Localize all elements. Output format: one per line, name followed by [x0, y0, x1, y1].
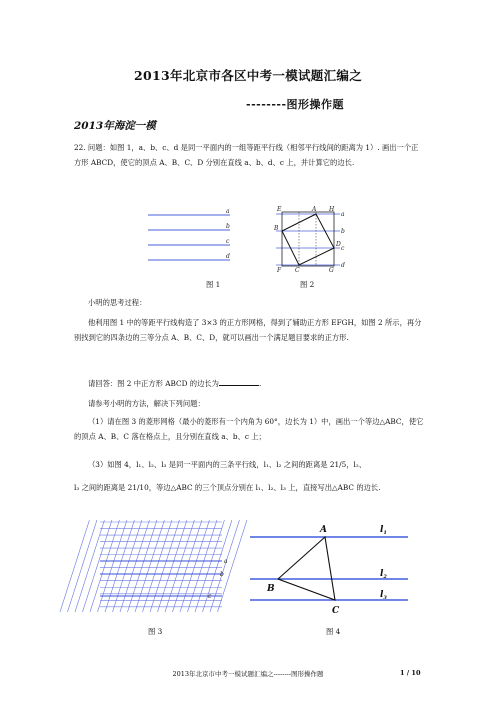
document-title: 2013年北京市各区中考一模试题汇编之	[134, 68, 362, 83]
think-body: 他利用图 1 中的等距平行线构造了 3×3 的正方形网格，得到了辅助正方形 EFGH，如图 2 所示，再分别找到它的四条边的三等分点 A、B、C、D，就可以画出一个满足题目要求的正方形.	[74, 318, 422, 342]
grid-line	[173, 520, 202, 612]
fig4-label-l1: $l_1$	[380, 525, 387, 536]
fig2-label-C: C	[295, 267, 300, 274]
grid-line	[75, 520, 104, 612]
fig2-label-a: a	[341, 211, 345, 218]
fig4-label-C: C	[332, 606, 340, 616]
grid-line	[128, 520, 157, 612]
figure-1	[148, 207, 238, 267]
fig2-label-F: F	[277, 267, 282, 274]
fig2-caption: 图 2	[300, 280, 315, 289]
page-footer: 2013年北京市中考一模试题汇编之--------图形操作题	[172, 670, 324, 678]
fig3-caption: 图 3	[148, 627, 163, 636]
grid-line	[90, 520, 119, 612]
fig4-label-l2: $l_2$	[380, 569, 387, 580]
fig1-caption: 图 1	[206, 280, 221, 289]
figure-3	[100, 520, 230, 620]
grid-line	[210, 520, 239, 612]
refer-instruction: 请参考小明的方法，解决下列问题：	[88, 399, 205, 408]
grid-line	[158, 520, 187, 612]
fig4-label-B: B	[267, 584, 275, 594]
answer-question-end: .	[258, 379, 262, 388]
fig2-label-E: E	[277, 206, 282, 213]
fig1-label-c: c	[226, 238, 230, 245]
grid-line	[135, 520, 164, 612]
question-1: （1）请在图 3 的菱形网格（最小的菱形有一个内角为 60°，边长为 1）中，画出一个等边△ABC，使它的顶点 A、B、C 落在格点上，且分别在直线 a、b、c 上；	[74, 417, 424, 441]
grid-line	[68, 520, 97, 612]
question-3-line-1: （3）如图 4，l₁、l₂、l₃ 是同一平面内的三条平行线，l₁、l₂ 之间的距离是 21/5，l₂、	[88, 460, 367, 469]
grid-line	[203, 520, 232, 612]
grid-line	[83, 520, 112, 612]
problem-intro: 22. 问题：如图 1，a、b、c、d 是同一平面内的一组等距平行线（相邻平行线间的距离为 1）. 画出一个正方形 ABCD，使它的顶点 A、B、C、D 分别在直线 a、b、d、c 上，并计算它的边长.	[74, 143, 419, 167]
grid-line	[120, 520, 149, 612]
fig2-label-d: d	[341, 262, 345, 269]
grid-line	[105, 520, 134, 612]
fig2-label-D: D	[336, 241, 341, 248]
fig2-label-B: B	[274, 225, 279, 232]
fig3-label-a: a	[224, 558, 228, 565]
answer-question-text: 请回答：图 2 中正方形 ABCD 的边长为	[88, 379, 219, 388]
fig1-label-b: b	[226, 223, 230, 230]
figure-2	[270, 204, 360, 274]
fig4-label-l3: $l_3$	[380, 590, 387, 601]
grid-line	[180, 520, 209, 612]
figure-4	[250, 520, 410, 620]
document-subtitle: --------图形操作题	[246, 98, 345, 111]
section-heading: 2013年海淀一模	[74, 120, 156, 132]
fig2-label-A: A	[312, 206, 317, 213]
fig2-label-b: b	[341, 228, 345, 235]
grid-line	[218, 520, 247, 612]
think-title: 小明的思考过程：	[88, 298, 147, 307]
fig2-label-c: c	[341, 245, 345, 252]
grid-line	[165, 520, 194, 612]
answer-blank[interactable]	[219, 377, 262, 388]
fig1-label-d: d	[226, 253, 230, 260]
fig2-label-G: G	[329, 267, 334, 274]
fig3-label-c: c	[208, 593, 212, 600]
fig1-label-a: a	[226, 208, 230, 215]
grid-line	[143, 520, 172, 612]
grid-line	[113, 520, 142, 612]
fig4-caption: 图 4	[326, 627, 341, 636]
grid-line	[98, 520, 127, 612]
page-number: 1 / 10	[400, 669, 421, 677]
fig4-label-A: A	[320, 525, 327, 535]
grid-line	[150, 520, 179, 612]
fig2-label-H: H	[329, 206, 335, 213]
question-3-line-2: l₃ 之间的距离是 21/10，等边△ABC 的三个顶点分别在 l₁、l₂、l₃ 上，直接写出△ABC 的边长.	[74, 483, 381, 492]
fig3-label-b: b	[220, 571, 224, 578]
grid-line	[60, 520, 89, 612]
grid-line	[188, 520, 217, 612]
answer-question	[74, 377, 424, 392]
